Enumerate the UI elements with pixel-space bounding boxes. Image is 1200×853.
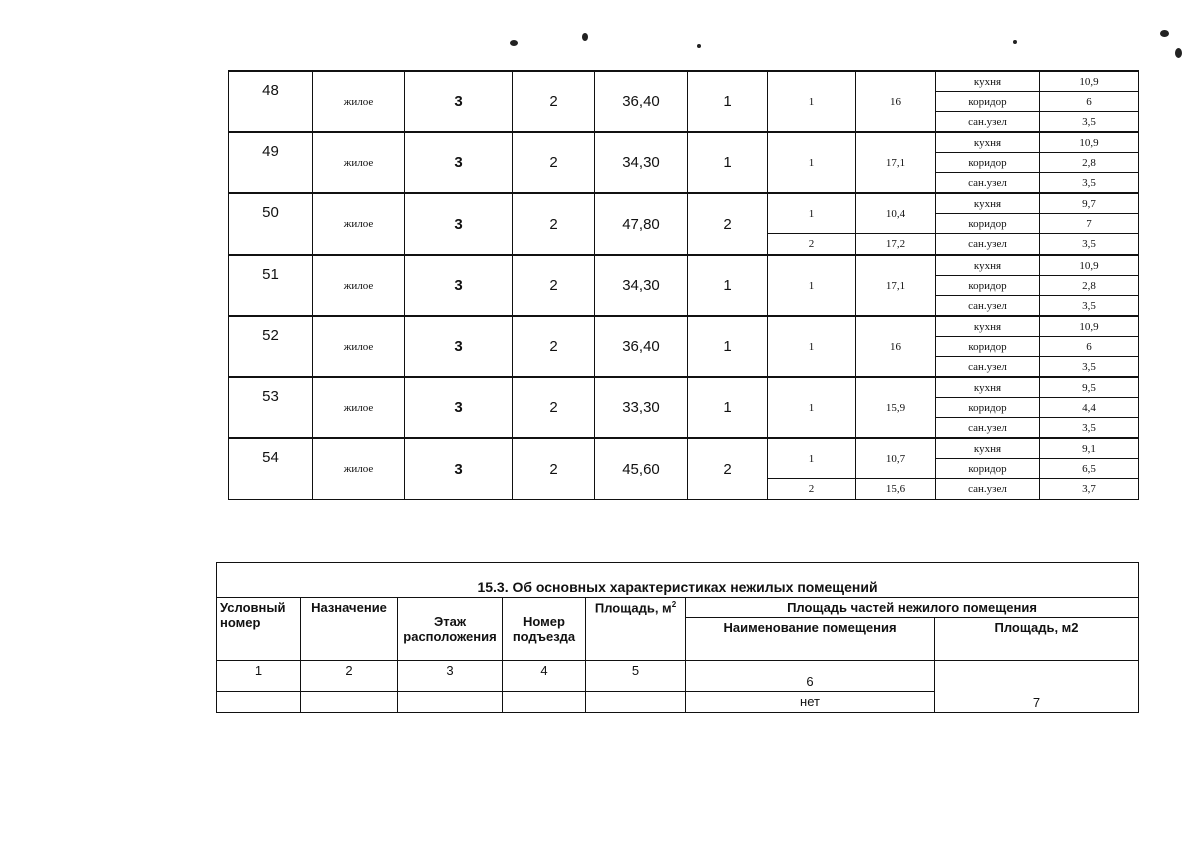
column-number: 5	[586, 661, 686, 692]
apartment-row	[229, 193, 1139, 214]
apartment-kind: жилое	[313, 316, 405, 377]
apartment-area: 34,30	[595, 132, 688, 193]
apartment-rooms-count: 1	[688, 316, 768, 377]
part-name: коридор	[936, 214, 1040, 234]
apartment-kind: жилое	[313, 255, 405, 316]
room-area: 17,2	[856, 234, 936, 256]
room-area: 15,9	[856, 377, 936, 438]
header-area-sup: 2	[671, 600, 677, 609]
header-part-name: Наименование помещения	[686, 618, 935, 661]
part-name: сан.узел	[936, 479, 1040, 500]
room-area: 16	[856, 316, 936, 377]
header-area	[586, 598, 686, 661]
room-area: 17,1	[856, 255, 936, 316]
part-area: 6	[1040, 92, 1139, 112]
part-area: 10,9	[1040, 255, 1139, 276]
part-name: кухня	[936, 377, 1040, 398]
apartment-number: 53	[229, 377, 313, 438]
nonresidential-table	[216, 562, 1139, 713]
apartment-floor: 3	[405, 71, 513, 132]
scan-speck	[510, 40, 518, 46]
part-name: коридор	[936, 337, 1040, 357]
room-number: 1	[768, 193, 856, 234]
column-number: 1	[217, 661, 301, 692]
room-number: 1	[768, 316, 856, 377]
apartment-floor: 3	[405, 132, 513, 193]
apartment-floor: 3	[405, 438, 513, 500]
no-data-value: нет	[686, 692, 935, 713]
column-number: 2	[301, 661, 398, 692]
room-number: 1	[768, 255, 856, 316]
part-name: сан.узел	[936, 296, 1040, 317]
apartment-row	[229, 132, 1139, 153]
part-area: 10,9	[1040, 132, 1139, 153]
apartment-area: 45,60	[595, 438, 688, 500]
apartments-table	[228, 70, 1139, 500]
part-area: 4,4	[1040, 398, 1139, 418]
part-area: 7	[1040, 214, 1139, 234]
part-area: 9,5	[1040, 377, 1139, 398]
column-number: 4	[503, 661, 586, 692]
part-area: 3,5	[1040, 234, 1139, 256]
column-number: 3	[398, 661, 503, 692]
room-number: 1	[768, 71, 856, 132]
apartment-number: 50	[229, 193, 313, 255]
part-name: сан.узел	[936, 112, 1040, 133]
empty-cell	[301, 692, 398, 713]
header-cond-number: Условный номер	[217, 598, 301, 661]
part-name: коридор	[936, 92, 1040, 112]
apartment-rooms-count: 2	[688, 193, 768, 255]
room-area: 15,6	[856, 479, 936, 500]
room-number: 1	[768, 132, 856, 193]
apartment-section: 2	[513, 438, 595, 500]
part-name: кухня	[936, 316, 1040, 337]
apartment-row	[229, 255, 1139, 276]
part-area: 3,7	[1040, 479, 1139, 500]
apartment-row	[229, 71, 1139, 92]
apartment-floor: 3	[405, 193, 513, 255]
apartment-floor: 3	[405, 316, 513, 377]
apartment-rooms-count: 1	[688, 255, 768, 316]
header-parts-group: Площадь частей нежилого помещения	[686, 598, 1139, 618]
scan-speck	[1013, 40, 1017, 44]
apartment-floor: 3	[405, 377, 513, 438]
apartment-number: 51	[229, 255, 313, 316]
apartment-number: 52	[229, 316, 313, 377]
apartment-section: 2	[513, 132, 595, 193]
room-number: 1	[768, 377, 856, 438]
part-name: кухня	[936, 71, 1040, 92]
apartment-rooms-count: 2	[688, 438, 768, 500]
part-area: 3,5	[1040, 418, 1139, 439]
part-name: коридор	[936, 276, 1040, 296]
part-name: кухня	[936, 193, 1040, 214]
apartment-section: 2	[513, 255, 595, 316]
part-name: коридор	[936, 398, 1040, 418]
apartment-row	[229, 316, 1139, 337]
header-part-area: Площадь, м2	[935, 618, 1139, 661]
apartment-kind: жилое	[313, 193, 405, 255]
part-area: 2,8	[1040, 153, 1139, 173]
apartment-area: 47,80	[595, 193, 688, 255]
apartment-area: 33,30	[595, 377, 688, 438]
room-area: 17,1	[856, 132, 936, 193]
room-area: 10,4	[856, 193, 936, 234]
apartment-section: 2	[513, 377, 595, 438]
apartment-rooms-count: 1	[688, 132, 768, 193]
apartment-number: 54	[229, 438, 313, 500]
apartment-floor: 3	[405, 255, 513, 316]
scan-speck	[1160, 30, 1169, 37]
part-area: 6	[1040, 337, 1139, 357]
apartment-rooms-count: 1	[688, 71, 768, 132]
apartment-section: 2	[513, 71, 595, 132]
part-area: 3,5	[1040, 173, 1139, 194]
empty-cell	[217, 692, 301, 713]
header-floor: Этаж расположения	[398, 598, 503, 661]
apartment-number: 49	[229, 132, 313, 193]
room-area: 10,7	[856, 438, 936, 479]
apartment-section: 2	[513, 316, 595, 377]
room-number: 2	[768, 479, 856, 500]
part-name: коридор	[936, 459, 1040, 479]
apartment-kind: жилое	[313, 71, 405, 132]
part-area: 9,1	[1040, 438, 1139, 459]
scan-speck	[697, 44, 701, 48]
apartment-number: 48	[229, 71, 313, 132]
part-name: кухня	[936, 132, 1040, 153]
room-area: 16	[856, 71, 936, 132]
part-area: 9,7	[1040, 193, 1139, 214]
scan-speck	[1175, 48, 1182, 58]
room-number: 2	[768, 234, 856, 256]
empty-cell	[398, 692, 503, 713]
apartment-area: 36,40	[595, 71, 688, 132]
part-area: 10,9	[1040, 71, 1139, 92]
part-area: 10,9	[1040, 316, 1139, 337]
empty-cell	[586, 692, 686, 713]
part-name: кухня	[936, 255, 1040, 276]
header-purpose: Назначение	[301, 598, 398, 661]
part-area: 3,5	[1040, 296, 1139, 317]
apartment-kind: жилое	[313, 438, 405, 500]
part-area: 3,5	[1040, 112, 1139, 133]
part-name: кухня	[936, 438, 1040, 459]
column-number: 6	[686, 661, 935, 692]
part-name: сан.узел	[936, 234, 1040, 256]
part-area: 2,8	[1040, 276, 1139, 296]
column-number: 7	[935, 661, 1139, 713]
part-name: сан.узел	[936, 357, 1040, 378]
apartment-kind: жилое	[313, 132, 405, 193]
apartment-section: 2	[513, 193, 595, 255]
section-title: 15.3. Об основных характеристиках нежилых помещений	[217, 563, 1139, 598]
header-entrance: Номер подъезда	[503, 598, 586, 661]
apartment-area: 36,40	[595, 316, 688, 377]
apartment-rooms-count: 1	[688, 377, 768, 438]
apartment-row	[229, 377, 1139, 398]
part-area: 3,5	[1040, 357, 1139, 378]
part-area: 6,5	[1040, 459, 1139, 479]
header-area-label: Площадь, м	[594, 600, 672, 616]
room-number: 1	[768, 438, 856, 479]
apartment-area: 34,30	[595, 255, 688, 316]
part-name: сан.узел	[936, 418, 1040, 439]
part-name: коридор	[936, 153, 1040, 173]
apartment-kind: жилое	[313, 377, 405, 438]
scan-speck	[582, 33, 588, 41]
part-name: сан.узел	[936, 173, 1040, 194]
empty-cell	[503, 692, 586, 713]
apartment-row	[229, 438, 1139, 459]
